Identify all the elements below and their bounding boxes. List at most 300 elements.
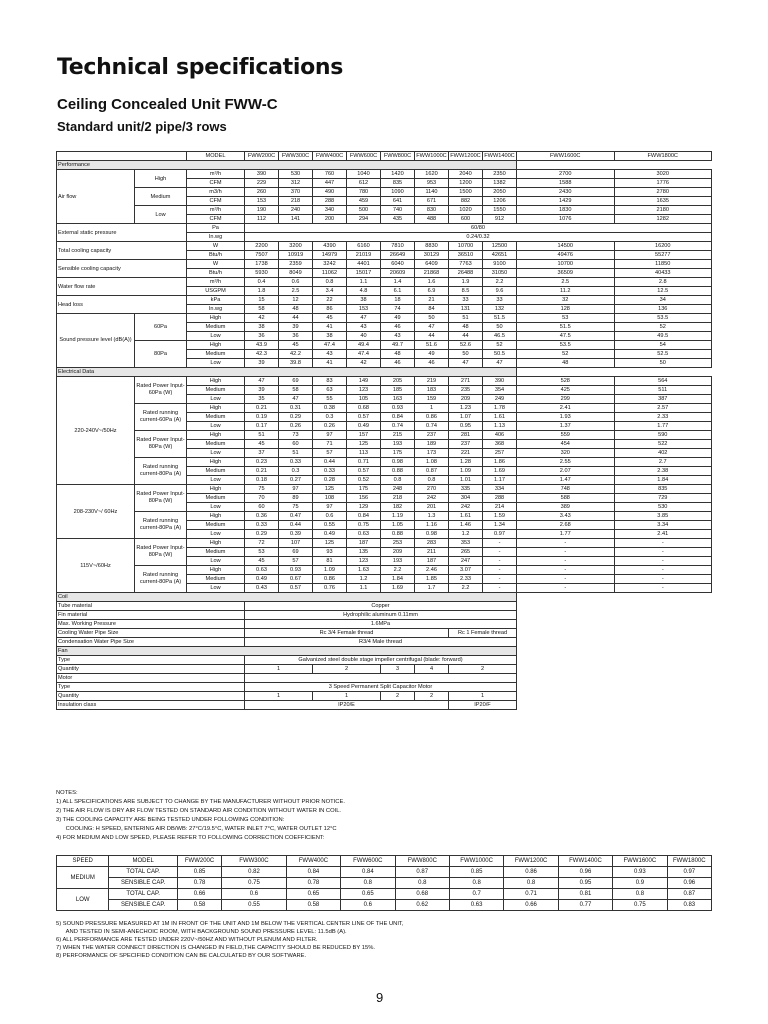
table-cell: High <box>187 341 245 350</box>
table-cell: 2.8 <box>614 278 712 287</box>
table-cell: Quantity <box>57 665 245 674</box>
table-cell: 125 <box>313 485 347 494</box>
table-cell: 21 <box>415 296 449 305</box>
table-cell: Medium <box>187 548 245 557</box>
table-cell: 54 <box>614 341 712 350</box>
table-cell: 1620 <box>415 170 449 179</box>
table-cell: 320 <box>517 449 615 458</box>
table-cell: 22 <box>313 296 347 305</box>
table-cell: 0.74 <box>381 422 415 431</box>
table-cell: Quantity <box>57 692 245 701</box>
table-cell: 2.55 <box>517 458 615 467</box>
model-column-header: FWW1000C <box>416 153 447 159</box>
table-cell: 1.8 <box>245 287 279 296</box>
table-cell: 0.97 <box>483 530 517 539</box>
table-cell: 0.86 <box>504 867 558 878</box>
table-cell: 45 <box>313 314 347 323</box>
table-cell: 1.77 <box>614 422 712 431</box>
table-cell: 0.58 <box>177 900 221 911</box>
table-cell: 52.6 <box>449 341 483 350</box>
table-cell: 39 <box>279 323 313 332</box>
table-cell: Type <box>57 656 245 665</box>
table-cell: Condensation Water Pipe Size <box>57 638 245 647</box>
table-cell: 58 <box>279 386 313 395</box>
table-cell: 0.8 <box>341 878 395 889</box>
table-cell: 46 <box>415 359 449 368</box>
table-cell: 157 <box>347 431 381 440</box>
table-cell: 156 <box>347 494 381 503</box>
table-cell: Medium <box>187 521 245 530</box>
table-cell: 835 <box>614 485 712 494</box>
table-cell: 0.86 <box>415 413 449 422</box>
table-cell: 2.33 <box>614 413 712 422</box>
table-cell: 0.8 <box>313 278 347 287</box>
table-cell: 205 <box>381 377 415 386</box>
table-cell: 0.17 <box>245 422 279 431</box>
table-cell: 21868 <box>415 269 449 278</box>
table-cell: 71 <box>313 440 347 449</box>
table-cell: 748 <box>517 485 615 494</box>
table-cell: 209 <box>381 548 415 557</box>
table-cell: 0.55 <box>222 900 286 911</box>
table-cell: CFM <box>187 215 245 224</box>
table-row <box>57 188 712 197</box>
table-cell: 5930 <box>245 269 279 278</box>
table-cell: 97 <box>313 503 347 512</box>
table-cell: 1.1 <box>347 584 381 593</box>
table-cell: 0.93 <box>279 566 313 575</box>
table-cell: 26488 <box>449 269 483 278</box>
table-cell: Rated running current-80Pa (A) <box>135 566 187 593</box>
table-cell: - <box>483 575 517 584</box>
table-cell: 9100 <box>483 260 517 269</box>
table-cell: 187 <box>415 557 449 566</box>
table-cell: 47.5 <box>517 332 615 341</box>
table-cell: 260 <box>245 188 279 197</box>
table-cell: 81 <box>313 557 347 566</box>
table-cell: 1.4 <box>381 278 415 287</box>
table-cell: 4.8 <box>347 287 381 296</box>
table-cell: Fin material <box>57 611 245 620</box>
table-cell: 459 <box>347 197 381 206</box>
table-cell: 671 <box>415 197 449 206</box>
table-cell: 39 <box>245 359 279 368</box>
table-cell: TOTAL CAP. <box>109 867 178 878</box>
table-cell: 4390 <box>313 242 347 251</box>
table-cell: 123 <box>347 557 381 566</box>
table-cell: 0.77 <box>558 900 612 911</box>
table-cell: 43 <box>347 323 381 332</box>
table-cell: 0.58 <box>286 900 340 911</box>
notes-block-2 <box>56 920 716 960</box>
table-cell: 1200 <box>449 179 483 188</box>
table-cell: 1.08 <box>415 458 449 467</box>
table-cell: - <box>517 575 615 584</box>
table-row <box>57 206 712 215</box>
table-cell: 47 <box>449 359 483 368</box>
note-line: 2) THE AIR FLOW IS DRY AIR FLOW TESTED ON STANDARD AIR CONDITION WITHOUT WATER IN COIL. <box>56 808 342 814</box>
table-cell: Rated running current-60Pa (A) <box>135 404 187 431</box>
table-cell: 237 <box>449 440 483 449</box>
table-cell: Hydrophilic aluminum 0.11mm <box>245 611 517 620</box>
table-cell: 0.82 <box>222 867 286 878</box>
table-cell: R3/4 Male thread <box>245 638 517 647</box>
row-label: External static pressure <box>57 224 187 242</box>
table-cell: 0.87 <box>415 467 449 476</box>
table-cell: 0.8 <box>504 878 558 889</box>
table-cell: 288 <box>313 197 347 206</box>
table-row <box>57 404 712 413</box>
table-cell: 38 <box>245 323 279 332</box>
table-cell: 1.9 <box>449 278 483 287</box>
table-cell: 2.41 <box>614 530 712 539</box>
table-cell: Medium <box>135 188 187 206</box>
table-cell: 2 <box>381 692 415 701</box>
table-cell: 2.33 <box>449 575 483 584</box>
table-cell: High <box>187 539 245 548</box>
table-cell: - <box>614 566 712 575</box>
table-cell: 200 <box>313 215 347 224</box>
table-cell: 0.33 <box>245 521 279 530</box>
table-cell: - <box>483 539 517 548</box>
table-cell: 612 <box>347 179 381 188</box>
table-cell: 271 <box>449 377 483 386</box>
table-cell: Rated Power Input-80Pa (W) <box>135 539 187 566</box>
table-cell: 729 <box>614 494 712 503</box>
speed-label: LOW <box>57 889 109 911</box>
table-row <box>57 620 712 629</box>
table-cell: 2050 <box>483 188 517 197</box>
table-cell: 43.9 <box>245 341 279 350</box>
table-cell: Low <box>187 530 245 539</box>
table-cell: 209 <box>449 395 483 404</box>
table-cell: 218 <box>381 494 415 503</box>
table-cell: 1 <box>245 692 313 701</box>
table-cell: 0.57 <box>347 413 381 422</box>
table-cell: 57 <box>313 449 347 458</box>
table-cell: SENSIBLE CAP. <box>109 900 178 911</box>
table-cell: 86 <box>313 305 347 314</box>
table-cell: 80Pa <box>135 341 187 368</box>
row-label: Head loss <box>57 296 187 314</box>
table-cell: 60 <box>279 440 313 449</box>
table-cell: 44 <box>449 332 483 341</box>
table-cell: 2359 <box>279 260 313 269</box>
row-label: Air flow <box>57 170 135 224</box>
table-cell: 1.84 <box>381 575 415 584</box>
table-cell: Low <box>135 206 187 224</box>
table-cell: 0.3 <box>279 467 313 476</box>
table-cell: 1 <box>245 665 313 674</box>
table-cell: 11850 <box>614 260 712 269</box>
table-cell: 1.61 <box>483 413 517 422</box>
table-cell: 129 <box>347 503 381 512</box>
table-cell: Medium <box>187 386 245 395</box>
table-cell: 2 <box>313 665 381 674</box>
table-cell: 72 <box>245 539 279 548</box>
table-cell: 1 <box>313 692 381 701</box>
table-cell: 50 <box>449 350 483 359</box>
voltage-label: 115V~/60Hz <box>57 539 135 593</box>
table-cell: 6.1 <box>381 287 415 296</box>
table-cell: 123 <box>347 386 381 395</box>
table-cell: - <box>614 548 712 557</box>
table-cell: 9.6 <box>483 287 517 296</box>
table-row <box>57 152 712 161</box>
table-cell: 0.57 <box>347 467 381 476</box>
table-cell: 340 <box>313 206 347 215</box>
model-column-header: FWW400C <box>286 856 340 867</box>
table-cell: 52 <box>517 350 615 359</box>
table-cell: Low <box>187 584 245 593</box>
table-cell: 60 <box>245 503 279 512</box>
table-cell: 511 <box>614 386 712 395</box>
table-cell: Max. Working Pressure <box>57 620 245 629</box>
table-cell: 1.2 <box>347 575 381 584</box>
table-cell: 1.28 <box>449 458 483 467</box>
table-cell: 42.3 <box>245 350 279 359</box>
table-cell: 0.33 <box>313 467 347 476</box>
table-cell: 193 <box>381 557 415 566</box>
table-cell: 40433 <box>614 269 712 278</box>
table-row <box>57 593 712 602</box>
section-header: Performance <box>57 161 517 170</box>
table-cell: 1.69 <box>381 584 415 593</box>
table-cell: - <box>483 548 517 557</box>
table-cell: 20609 <box>381 269 415 278</box>
page-subtitle: Ceiling Concealed Unit FWW-C <box>57 96 278 113</box>
table-cell: 335 <box>449 485 483 494</box>
table-cell: 2.46 <box>415 566 449 575</box>
row-label: Sensible cooling capacity <box>57 260 187 278</box>
table-cell: 1420 <box>381 170 415 179</box>
table-cell: - <box>517 548 615 557</box>
table-cell: 37 <box>245 449 279 458</box>
table-cell: 0.85 <box>177 867 221 878</box>
table-row <box>57 656 712 665</box>
model-column-header: FWW300C <box>279 152 313 161</box>
table-cell: 2350 <box>483 170 517 179</box>
table-cell: 447 <box>313 179 347 188</box>
table-cell: 242 <box>415 494 449 503</box>
table-cell: 590 <box>614 431 712 440</box>
table-cell: 46.5 <box>483 332 517 341</box>
table-cell: m³/h <box>187 206 245 215</box>
table-cell: 1.63 <box>347 566 381 575</box>
table-cell: 69 <box>279 548 313 557</box>
table-cell: Rated running current-80Pa (A) <box>135 458 187 485</box>
table-cell: 1.2 <box>449 530 483 539</box>
table-cell: 2040 <box>449 170 483 179</box>
table-cell: Low <box>187 332 245 341</box>
table-cell: 89 <box>279 494 313 503</box>
table-cell: 7763 <box>449 260 483 269</box>
table-cell: 185 <box>381 386 415 395</box>
table-cell: Medium <box>187 494 245 503</box>
table-cell: 0.93 <box>613 867 667 878</box>
table-cell: - <box>483 584 517 593</box>
table-cell: 0.27 <box>279 476 313 485</box>
voltage-label: 208-230V~/ 60Hz <box>57 485 135 539</box>
table-cell: 0.8 <box>613 889 667 900</box>
table-row <box>57 314 712 323</box>
table-cell: 1.19 <box>381 512 415 521</box>
table-cell: 14500 <box>517 242 615 251</box>
unit-variant: Standard unit/2 pipe/3 rows <box>57 119 227 134</box>
model-column-header: FWW200C <box>245 152 279 161</box>
table-cell: 35 <box>245 395 279 404</box>
table-cell: kPa <box>187 296 245 305</box>
table-cell: 1.47 <box>517 476 615 485</box>
table-cell: 0.21 <box>245 467 279 476</box>
table-cell: 2.38 <box>614 467 712 476</box>
table-cell: 60/80 <box>245 224 712 233</box>
table-cell: 51 <box>449 314 483 323</box>
table-cell: 31050 <box>483 269 517 278</box>
table-cell: 45 <box>245 440 279 449</box>
table-cell: 40 <box>347 332 381 341</box>
table-cell: 235 <box>449 386 483 395</box>
table-cell: 43 <box>381 332 415 341</box>
table-cell: 49.4 <box>347 341 381 350</box>
table-cell: 0.78 <box>177 878 221 889</box>
table-cell: 36509 <box>517 269 615 278</box>
table-cell: 304 <box>449 494 483 503</box>
table-cell: 0.33 <box>279 458 313 467</box>
table-cell: 0.6 <box>222 889 286 900</box>
table-cell: 240 <box>279 206 313 215</box>
table-cell: 0.49 <box>347 422 381 431</box>
table-cell: 0.81 <box>558 889 612 900</box>
table-cell: IP20/E <box>245 701 449 710</box>
table-cell: High <box>187 377 245 386</box>
table-cell: 1.05 <box>381 521 415 530</box>
table-cell: 835 <box>381 179 415 188</box>
table-cell: 248 <box>381 485 415 494</box>
table-cell: 0.84 <box>381 413 415 422</box>
table-cell: 406 <box>483 431 517 440</box>
table-cell: Medium <box>187 323 245 332</box>
table-cell: 237 <box>415 431 449 440</box>
table-cell: 173 <box>415 449 449 458</box>
note-line: 7) WHEN THE WATER CONNECT DIRECTION IS CHANGED IN FIELD,THE CAPACITY SHOULD BE REDUCED BY 15%. <box>56 945 375 951</box>
table-cell: 73 <box>279 431 313 440</box>
table-cell: 21019 <box>347 251 381 260</box>
table-cell: 4401 <box>347 260 381 269</box>
table-cell: 0.71 <box>347 458 381 467</box>
table-row <box>57 692 712 701</box>
table-cell: 18 <box>381 296 415 305</box>
table-cell: 600 <box>449 215 483 224</box>
table-cell: 2180 <box>614 206 712 215</box>
section-header: Electrical Data <box>57 368 517 377</box>
table-row <box>57 296 712 305</box>
table-cell: High <box>187 404 245 413</box>
table-cell: 51 <box>279 449 313 458</box>
table-cell: Pa <box>187 224 245 233</box>
model-column-header: FWW800C <box>381 152 415 161</box>
table-cell: 0.19 <box>245 413 279 422</box>
table-cell: 47 <box>483 359 517 368</box>
table-cell: 55277 <box>614 251 712 260</box>
table-cell: 253 <box>381 539 415 548</box>
table-cell: - <box>517 539 615 548</box>
table-cell: 389 <box>517 503 615 512</box>
table-cell: 1.59 <box>483 512 517 521</box>
table-cell: 0.6 <box>341 900 395 911</box>
table-cell: 74 <box>381 305 415 314</box>
table-cell: 641 <box>381 197 415 206</box>
table-cell: 36 <box>245 332 279 341</box>
speed-header: SPEED <box>57 856 109 867</box>
table-cell: 51 <box>245 431 279 440</box>
table-cell: 0.97 <box>667 867 711 878</box>
table-cell: 2.68 <box>517 521 615 530</box>
table-cell: 1140 <box>415 188 449 197</box>
table-cell: 6409 <box>415 260 449 269</box>
table-cell: 281 <box>449 431 483 440</box>
table-cell: 1.37 <box>517 422 615 431</box>
table-cell: 0.98 <box>381 458 415 467</box>
table-cell: 159 <box>415 395 449 404</box>
table-cell: - <box>614 575 712 584</box>
table-cell: 0.49 <box>313 530 347 539</box>
table-cell: 39 <box>245 386 279 395</box>
table-cell: 0.88 <box>381 467 415 476</box>
table-cell: 1.7 <box>415 584 449 593</box>
table-cell: 1282 <box>614 215 712 224</box>
table-cell: 425 <box>517 386 615 395</box>
table-cell: 1.3 <box>415 512 449 521</box>
table-cell: 48 <box>279 305 313 314</box>
table-row <box>57 856 712 867</box>
table-cell: 2 <box>415 692 449 701</box>
table-cell: 149 <box>347 377 381 386</box>
table-cell: 132 <box>483 305 517 314</box>
table-cell: 42651 <box>483 251 517 260</box>
table-cell: 2430 <box>517 188 615 197</box>
table-cell: 7507 <box>245 251 279 260</box>
table-cell: 0.84 <box>286 867 340 878</box>
model-header: MODEL <box>109 856 178 867</box>
table-cell: 0.66 <box>177 889 221 900</box>
table-cell: 3.4 <box>313 287 347 296</box>
table-cell: 48 <box>381 350 415 359</box>
model-column-header: FWW1400C <box>558 856 612 867</box>
table-cell: 47 <box>245 377 279 386</box>
table-cell: 3 <box>381 665 415 674</box>
table-cell: 45 <box>279 341 313 350</box>
table-cell: 1.69 <box>483 467 517 476</box>
note-line: 5) SOUND PRESSURE MEASURED AT 1M IN FRONT OF THE UNIT AND 1M BELOW THE VERTICAL CENTER LINE OF THE UNIT, <box>56 921 404 927</box>
table-row <box>57 674 712 683</box>
table-cell: 175 <box>381 449 415 458</box>
table-cell: 10919 <box>279 251 313 260</box>
table-cell: 182 <box>381 503 415 512</box>
table-cell: 2.57 <box>614 404 712 413</box>
table-row <box>57 900 712 911</box>
table-cell: High <box>187 485 245 494</box>
table-cell: High <box>187 314 245 323</box>
table-cell: - <box>483 557 517 566</box>
table-cell: 51.5 <box>483 314 517 323</box>
table-cell: 1635 <box>614 197 712 206</box>
table-cell: 125 <box>347 440 381 449</box>
table-cell: 0.95 <box>449 422 483 431</box>
table-cell: Rc 1 Female thread <box>449 629 517 638</box>
table-row <box>57 602 712 611</box>
table-cell: 47 <box>415 323 449 332</box>
